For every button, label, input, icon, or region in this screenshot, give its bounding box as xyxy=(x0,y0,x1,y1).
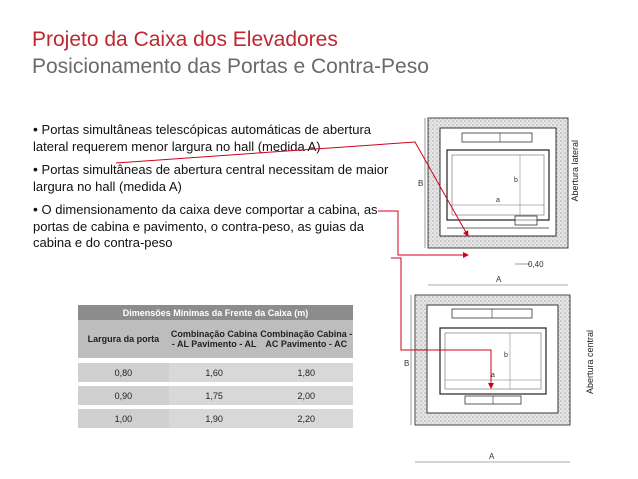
cabin xyxy=(440,328,546,394)
bullet-symbol: • xyxy=(33,161,38,177)
table-cell: 1,75 xyxy=(169,384,260,407)
bullet-text: O dimensionamento da caixa deve comportar a cabina, as portas de cabina e pavimento, o contra-peso, as guias da cabina e do contra-peso xyxy=(33,202,378,250)
bullet-text: Portas simultâneas de abertura central necessitam de maior largura no hall (medida A) xyxy=(33,162,389,194)
table-caption: Dimensões Mínimas da Frente da Caixa (m) xyxy=(78,305,353,320)
table-header-lateral: Combinação Cabina - AL Pavimento - AL xyxy=(169,320,260,361)
dim-a-label: A xyxy=(489,452,495,461)
table-cell: 0,90 xyxy=(78,384,169,407)
table-cell: 1,90 xyxy=(169,407,260,428)
callout-arrow-lateral xyxy=(116,142,468,236)
table-cell: 1,80 xyxy=(260,361,354,385)
dim-small-b-label: b xyxy=(514,177,518,184)
page-title: Projeto da Caixa dos Elevadores xyxy=(32,28,338,51)
dim-small-a-label: a xyxy=(496,197,500,204)
table-header-central: Combinação Cabina - AC Pavimento - AC xyxy=(260,320,354,361)
dim-b-label: B xyxy=(418,179,424,188)
dim-small-a-label: a xyxy=(491,372,495,379)
table-cell: 0,80 xyxy=(78,361,169,385)
dim-040-label: 0,40 xyxy=(528,260,544,269)
page-subtitle: Posicionamento das Portas e Contra-Peso xyxy=(32,55,429,78)
cabin xyxy=(447,150,549,220)
bullet-symbol: • xyxy=(33,201,38,217)
dim-a-label: A xyxy=(496,275,502,284)
plan-lateral-opening xyxy=(116,118,568,285)
dim-small-b-label: b xyxy=(504,352,508,359)
dim-b-label: B xyxy=(404,359,410,368)
label-lateral-opening: Abertura lateral xyxy=(570,140,580,202)
label-central-opening: Abertura central xyxy=(585,330,595,395)
table-cell: 1,60 xyxy=(169,361,260,385)
table-cell: 2,00 xyxy=(260,384,354,407)
door-panel xyxy=(515,216,537,225)
table-cell: 2,20 xyxy=(260,407,354,428)
counterweight xyxy=(462,133,532,142)
table-cell: 1,00 xyxy=(78,407,169,428)
table-header-door-width: Largura da porta xyxy=(78,320,169,361)
plan-central-opening xyxy=(391,258,570,462)
bullet-text: Portas simultâneas telescópicas automáticas de abertura lateral requerem menor largura no hall (medida A) xyxy=(33,122,372,154)
bullet-symbol: • xyxy=(33,121,38,137)
